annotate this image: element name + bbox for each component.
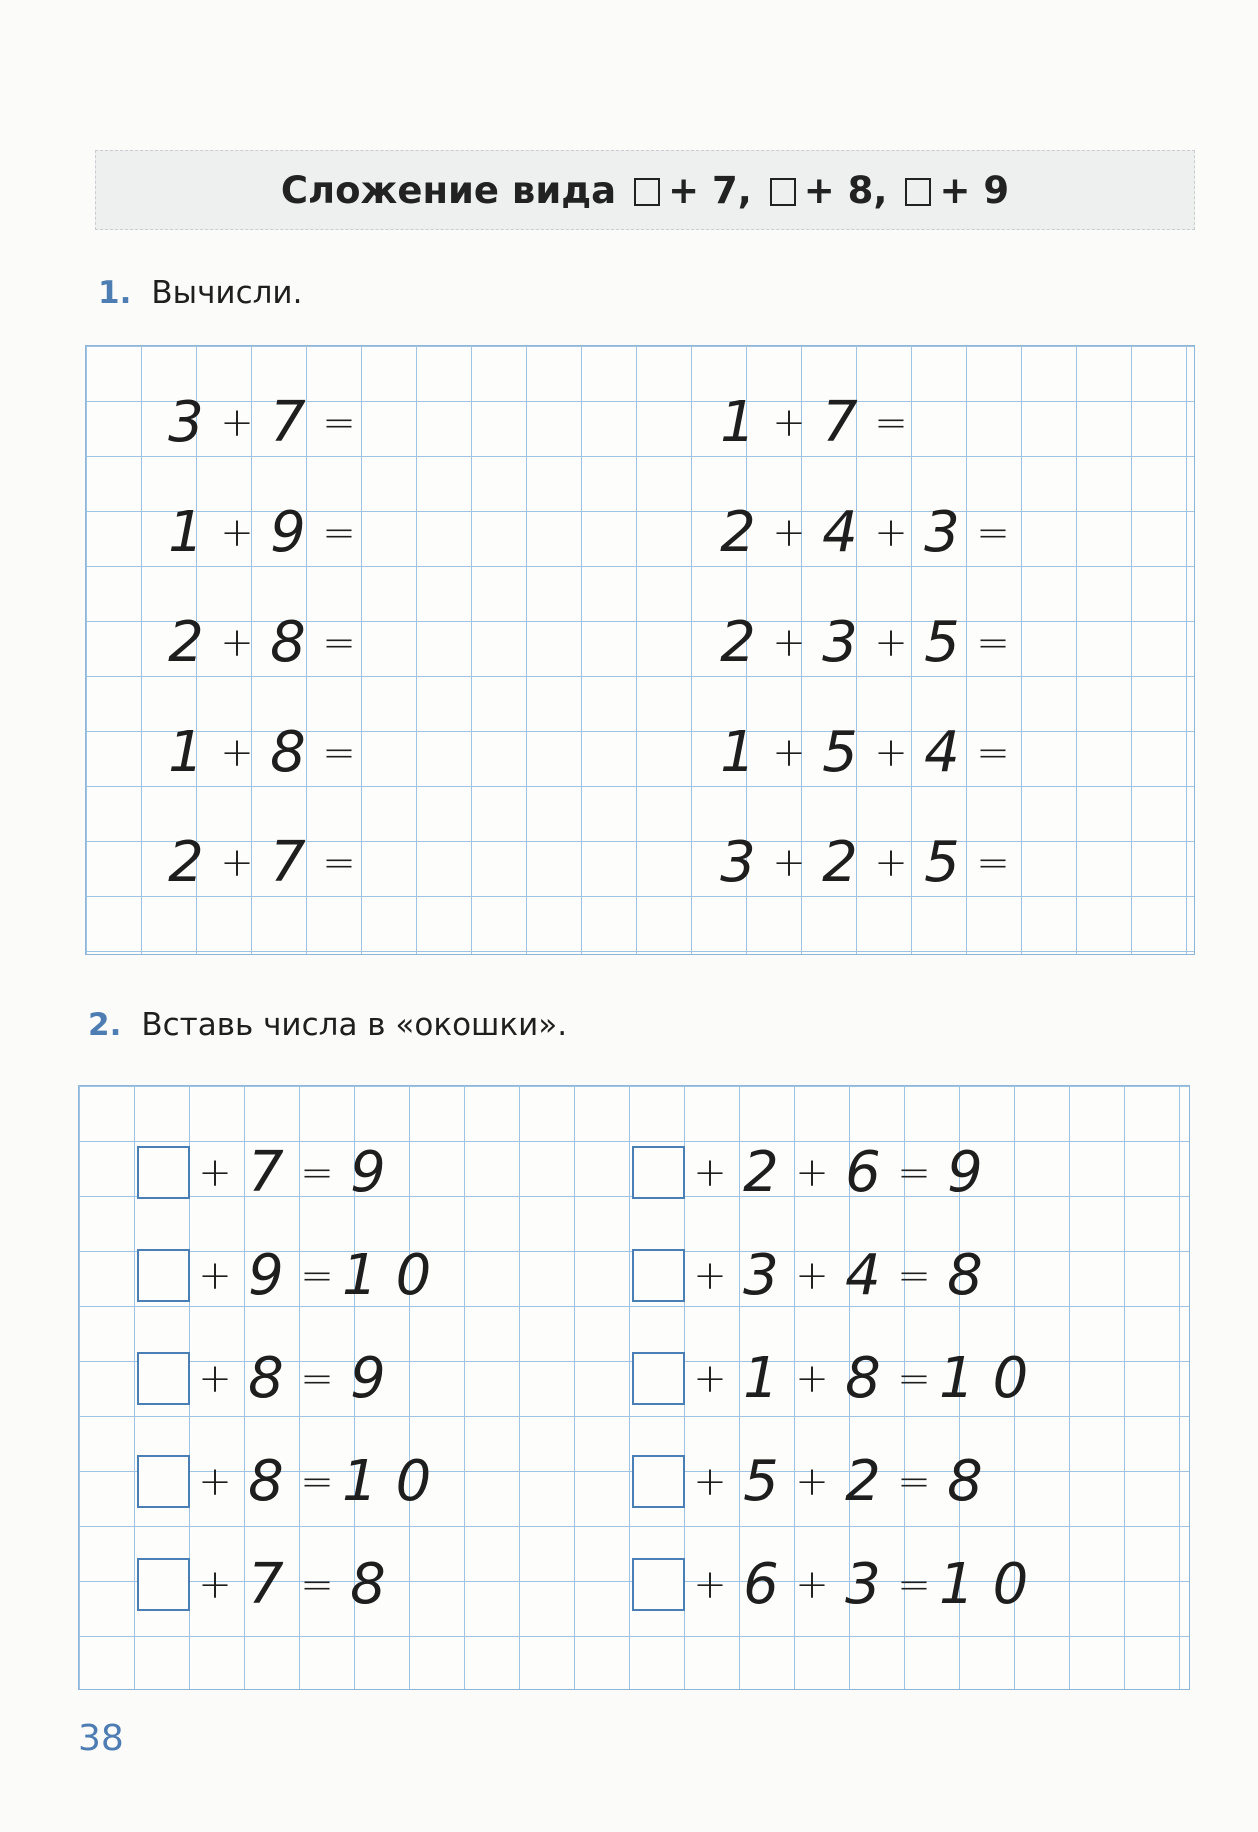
number: 8 [270,610,306,675]
plus-sign: + [795,1355,829,1402]
number: 2 [168,610,204,675]
equation-row [632,1449,991,1514]
number: 2 [845,1449,881,1514]
number: 3 [822,610,858,675]
equation-row [712,720,1018,785]
equals-sign: = [897,1355,931,1402]
number: 3 [720,830,756,895]
plus-sign: + [795,1252,829,1299]
plus-sign: + [198,1252,232,1299]
number: 8 [248,1346,284,1411]
equation-row [160,720,364,785]
plus-sign: + [693,1355,727,1402]
number: 10 [939,1552,1047,1617]
equation-row [160,390,364,455]
equation-row [712,610,1018,675]
number: 9 [350,1140,386,1205]
number: 7 [270,830,306,895]
equals-sign: = [976,729,1010,776]
answer-box[interactable] [137,1249,190,1302]
page-number: 38 [78,1718,124,1759]
number: 4 [845,1243,881,1308]
plus-sign: + [874,619,908,666]
plus-sign: + [874,839,908,886]
number: 3 [168,390,204,455]
plus-sign: + [772,509,806,556]
number: 6 [845,1140,881,1205]
answer-box[interactable] [137,1558,190,1611]
plus-sign: + [220,729,254,776]
equation-row [137,1346,394,1411]
number: 4 [924,720,960,785]
number: 8 [947,1449,983,1514]
equation-row [712,830,1018,895]
equation-row [712,500,1018,565]
equation-row [137,1243,450,1308]
equals-sign: = [874,399,908,446]
number: 8 [248,1449,284,1514]
equation-row [160,830,364,895]
plus-sign: + [874,729,908,776]
answer-box[interactable] [632,1455,685,1508]
equals-sign: = [322,399,356,446]
answer-box[interactable] [632,1352,685,1405]
equation-row [712,390,916,455]
number: 1 [743,1346,779,1411]
plus-sign: + [795,1458,829,1505]
plus-sign: + [772,619,806,666]
number: 1 [168,500,204,565]
plus-sign: + [693,1458,727,1505]
task-2-heading [88,1007,567,1043]
number: 7 [248,1552,284,1617]
plus-sign: + [693,1149,727,1196]
plus-sign: + [693,1561,727,1608]
equals-sign: = [300,1458,334,1505]
answer-box[interactable] [632,1249,685,1302]
number: 10 [342,1449,450,1514]
number: 1 [720,390,756,455]
plus-sign: + [874,509,908,556]
section-title-prefix: Сложение вида [280,168,617,212]
number: 5 [924,830,960,895]
number: 8 [947,1243,983,1308]
equals-sign: = [897,1149,931,1196]
section-title-part-1: + 7, [634,169,752,212]
number: 2 [720,610,756,675]
equals-sign: = [897,1252,931,1299]
number: 9 [350,1346,386,1411]
answer-box[interactable] [137,1352,190,1405]
empty-box-icon [770,178,796,206]
plus-sign: + [198,1355,232,1402]
equals-sign: = [322,729,356,776]
number: 10 [342,1243,450,1308]
plus-sign: + [772,399,806,446]
equation-row [632,1552,1047,1617]
plus-sign: + [772,839,806,886]
equation-row [137,1552,394,1617]
number: 8 [350,1552,386,1617]
equation-row [137,1449,450,1514]
equals-sign: = [300,1355,334,1402]
task-1-number: 1. [98,275,132,311]
equals-sign: = [322,509,356,556]
equals-sign: = [322,839,356,886]
task-2-number: 2. [88,1007,122,1043]
equals-sign: = [976,619,1010,666]
task-1-heading [98,275,302,311]
answer-box[interactable] [632,1146,685,1199]
equation-row [137,1140,394,1205]
equation-row [160,610,364,675]
section-title [281,169,1009,212]
plus-sign: + [220,509,254,556]
number: 8 [270,720,306,785]
task-1-instruction: Вычисли. [151,275,303,311]
number: 1 [168,720,204,785]
number: 5 [822,720,858,785]
plus-sign: + [693,1252,727,1299]
number: 6 [743,1552,779,1617]
equation-row [632,1243,991,1308]
equation-row [160,500,364,565]
number: 9 [947,1140,983,1205]
number: 5 [743,1449,779,1514]
plus-sign: + [795,1561,829,1608]
plus-sign: + [220,839,254,886]
plus-sign: + [198,1458,232,1505]
plus-sign: + [795,1149,829,1196]
number: 2 [822,830,858,895]
number: 9 [270,500,306,565]
number: 2 [720,500,756,565]
section-title-part-2: + 8, [770,169,888,212]
plus-sign: + [220,619,254,666]
empty-box-icon [905,178,931,206]
number: 2 [743,1140,779,1205]
equals-sign: = [976,839,1010,886]
number: 7 [248,1140,284,1205]
equals-sign: = [322,619,356,666]
equation-row [632,1346,1047,1411]
number: 1 [720,720,756,785]
task-2-instruction: Вставь числа в «окошки». [141,1007,568,1043]
section-header [95,150,1195,230]
equals-sign: = [897,1458,931,1505]
number: 4 [822,500,858,565]
number: 7 [270,390,306,455]
plus-sign: + [772,729,806,776]
empty-box-icon [634,178,660,206]
number: 7 [822,390,858,455]
equals-sign: = [897,1561,931,1608]
answer-box[interactable] [632,1558,685,1611]
number: 5 [924,610,960,675]
number: 2 [168,830,204,895]
plus-sign: + [198,1561,232,1608]
equals-sign: = [300,1149,334,1196]
plus-sign: + [220,399,254,446]
number: 3 [743,1243,779,1308]
number: 8 [845,1346,881,1411]
number: 9 [248,1243,284,1308]
equals-sign: = [300,1561,334,1608]
equals-sign: = [976,509,1010,556]
plus-sign: + [198,1149,232,1196]
number: 10 [939,1346,1047,1411]
equation-row [632,1140,991,1205]
number: 3 [845,1552,881,1617]
number: 3 [924,500,960,565]
answer-box[interactable] [137,1146,190,1199]
section-title-part-3: + 9 [905,169,1009,212]
equals-sign: = [300,1252,334,1299]
answer-box[interactable] [137,1455,190,1508]
